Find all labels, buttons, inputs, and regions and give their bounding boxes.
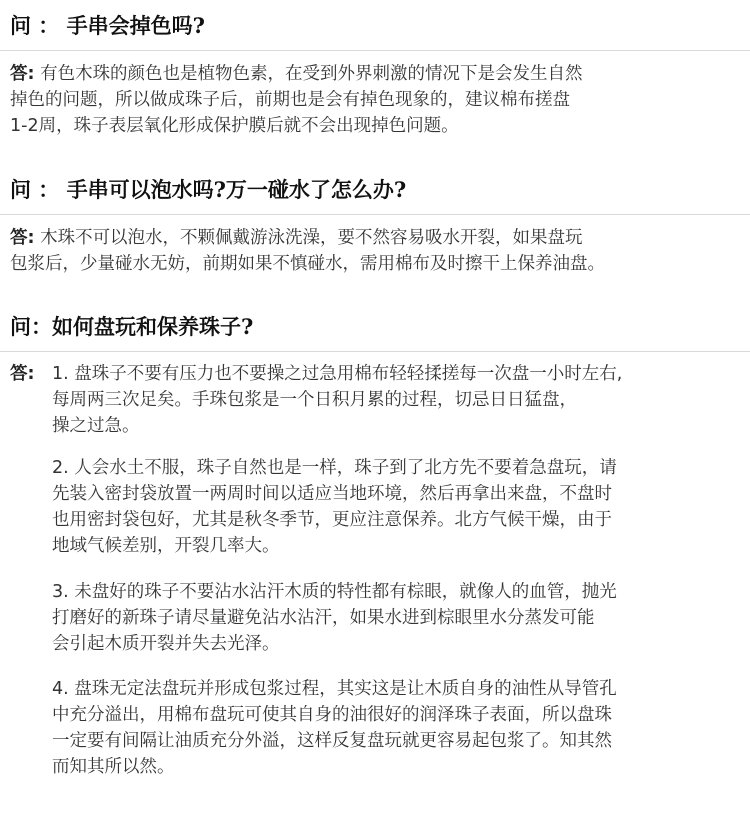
tip-1-line-2: 每周两三次足矣。手珠包浆是一个日积月累的过程，切忌日日猛盘， (52, 390, 577, 410)
answer-prefix: 答: (10, 228, 35, 248)
tip-3 (52, 579, 740, 657)
tip-1 (52, 361, 740, 439)
tip-4-line-3: 一定要有间隔让油质充分外溢，这样反复盘玩就更容易起包浆了。知其然 (52, 731, 612, 751)
answer-1 (10, 61, 736, 139)
tip-4-line-2: 中充分溢出，用棉布盘玩可使其自身的油很好的润泽珠子表面，所以盘珠 (52, 705, 612, 725)
question-3-heading: 问：如何盘玩和保养珠子? (10, 314, 254, 339)
answer-prefix: 答: (10, 364, 35, 384)
answer-2-line-1-text: 木珠不可以泡水，不颗佩戴游泳洗澡，要不然容易吸水开裂，如果盘玩 (34, 228, 583, 248)
tip-2-line-1: 2. 人会水土不服，珠子自然也是一样，珠子到了北方先不要着急盘玩，请 (52, 458, 617, 478)
answer-1-line-1-text: 有色木珠的颜色也是植物色素，在受到外界刺激的情况下是会发生自然 (34, 64, 583, 84)
answer-2-line-2: 包浆后，少量碰水无妨，前期如果不慎碰水，需用棉布及时擦干上保养油盘。 (10, 254, 605, 274)
answer-1-line-2: 掉色的问题，所以做成珠子后，前期也是会有掉色现象的，建议棉布搓盘 (10, 90, 570, 110)
tip-2 (52, 455, 740, 559)
tip-4-line-4: 而知其所以然。 (52, 757, 175, 777)
tip-1-line-3: 操之过急。 (52, 416, 140, 436)
tip-4 (52, 676, 740, 780)
divider (0, 214, 750, 215)
tip-3-line-2: 打磨好的新珠子请尽量避免沾水沾汗，如果水进到棕眼里水分蒸发可能 (52, 608, 595, 628)
divider (0, 50, 750, 51)
answer-1-line-1 (10, 61, 736, 87)
tip-4-line-1: 4. 盘珠无定法盘玩并形成包浆过程，其实这是让木质自身的油性从导管孔 (52, 679, 617, 699)
divider (0, 351, 750, 352)
question-2-heading: 问 ： 手串可以泡水吗?万一碰水了怎么办? (10, 177, 407, 202)
question-1-heading: 问 ： 手串会掉色吗? (10, 13, 205, 38)
answer-prefix: 答: (10, 64, 35, 84)
tip-3-line-1: 3. 未盘好的珠子不要沾水沾汗木质的特性都有棕眼，就像人的血管，抛光 (52, 582, 617, 602)
answer-2 (10, 225, 736, 277)
answer-2-line-1 (10, 225, 736, 251)
tip-1-line-1: 1. 盘珠子不要有压力也不要操之过急用棉布轻轻揉搓每一次盘一小时左右, (52, 364, 623, 384)
answer-1-line-3: 1-2周，珠子表层氧化形成保护膜后就不会出现掉色问题。 (10, 116, 459, 136)
tip-2-line-4: 地域气候差别，开裂几率大。 (52, 536, 280, 556)
tip-2-line-2: 先装入密封袋放置一两周时间以适应当地环境，然后再拿出来盘，不盘时 (52, 484, 612, 504)
tip-2-line-3: 也用密封袋包好，尤其是秋冬季节，更应注意保养。北方气候干燥，由于 (52, 510, 612, 530)
tip-3-line-3: 会引起木质开裂并失去光泽。 (52, 634, 280, 654)
